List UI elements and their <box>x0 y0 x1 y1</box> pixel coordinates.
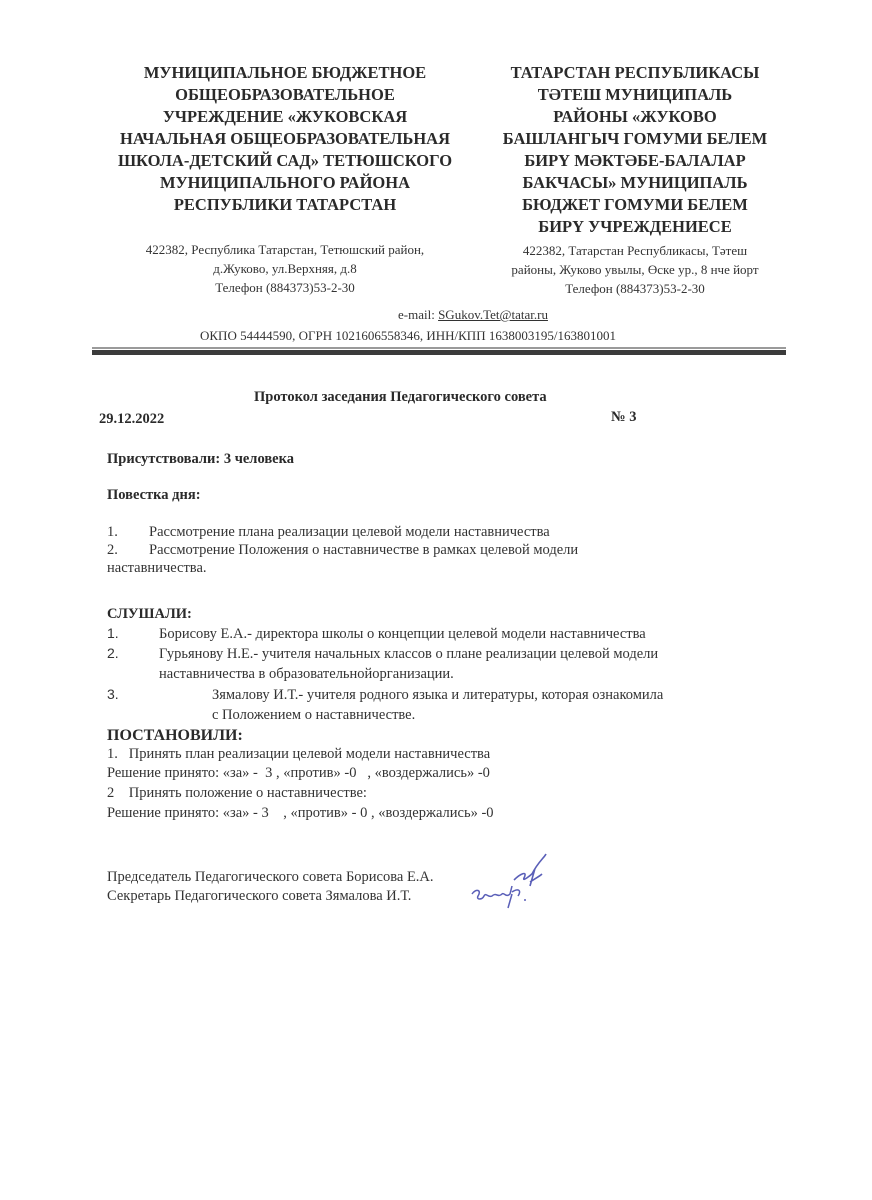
org-line: НАЧАЛЬНАЯ ОБЩЕОБРАЗОВАТЕЛЬНАЯ <box>120 129 450 148</box>
chairman-signature-line: Председатель Педагогического совета Борисова Е.А. <box>107 869 434 885</box>
heard-continuation: наставничества в образовательнойорганизации. <box>159 666 454 682</box>
address-line: Телефон (884373)53-2-30 <box>215 280 355 295</box>
agenda-number: 1. <box>107 524 118 540</box>
address-line: районы, Жуково увылы, Өске ур., 8 нче йорт <box>511 262 759 277</box>
attendance: Присутствовали: 3 человека <box>107 451 294 467</box>
org-line: УЧРЕЖДЕНИЕ «ЖУКОВСКАЯ <box>162 107 408 126</box>
org-line: ОБЩЕОБРАЗОВАТЕЛЬНОЕ <box>175 85 395 104</box>
org-line: БАКЧАСЫ» МУНИЦИПАЛЬ <box>522 173 748 192</box>
resolution-vote: Решение принято: «за» - 3 , «против» - 0 , «воздержались» -0 <box>107 805 494 821</box>
heard-number: 2. <box>107 645 119 661</box>
protocol-title: Протокол заседания Педагогического совета <box>254 389 547 405</box>
resolution-item: 2 Принять положение о наставничестве: <box>107 785 367 801</box>
agenda-number: 2. <box>107 542 118 558</box>
agenda-text: Рассмотрение плана реализации целевой модели наставничества <box>149 524 550 540</box>
resolution-vote: Решение принято: «за» - 3 , «против» -0 , «воздержались» -0 <box>107 765 490 781</box>
protocol-number: № 3 <box>611 409 637 425</box>
heard-continuation: с Положением о наставничестве. <box>212 707 416 723</box>
resolved-heading: ПОСТАНОВИЛИ: <box>107 727 243 744</box>
left-org-name <box>100 62 470 216</box>
heard-text: Борисову Е.А.- директора школы о концепции целевой модели наставничества <box>159 626 646 642</box>
email-link[interactable]: SGukov.Tet@tatar.ru <box>438 307 548 322</box>
right-address <box>470 241 800 298</box>
org-line: ШКОЛА-ДЕТСКИЙ САД» ТЕТЮШСКОГО <box>117 151 453 170</box>
org-line: ТӘТЕШ МУНИЦИПАЛЬ <box>537 85 733 104</box>
address-line: 422382, Татарстан Республикасы, Тәтеш <box>522 243 748 258</box>
org-line: БАШЛАНГЫЧ ГОМУМИ БЕЛЕМ <box>502 129 768 148</box>
agenda-heading: Повестка дня: <box>107 487 201 503</box>
right-org-name <box>470 62 800 238</box>
registry-codes: ОКПО 54444590, ОГРН 1021606558346, ИНН/КПП 1638003195/163801001 <box>200 328 616 343</box>
agenda-item <box>107 523 550 541</box>
header-divider-thick <box>92 350 786 355</box>
protocol-date: 29.12.2022 <box>99 411 165 427</box>
address-line: Телефон (884373)53-2-30 <box>565 281 705 296</box>
org-line: БИРҮ МӘКТӘБЕ-БАЛАЛАР <box>524 151 746 170</box>
email-line <box>398 307 548 323</box>
org-line: БИРҮ УЧРЕЖДЕНИЕСЕ <box>538 217 732 236</box>
heard-number: 3. <box>107 686 119 702</box>
org-line: МУНИЦИПАЛЬНОГО РАЙОНА <box>160 173 410 192</box>
resolution-item: 1. Принять план реализации целевой модели наставничества <box>107 746 491 762</box>
org-line: РАЙОНЫ «ЖУКОВО <box>553 107 717 126</box>
header-divider-thin <box>92 347 786 349</box>
heard-text: Гурьянову Н.Е.- учителя начальных классов о плане реализации целевой модели <box>159 646 659 662</box>
secretary-signature-icon <box>468 880 538 915</box>
address-line: 422382, Республика Татарстан, Тетюшский район, <box>145 242 425 257</box>
agenda-continuation: наставничества. <box>107 560 207 576</box>
heard-text: Зямалову И.Т.- учителя родного языка и литературы, которая ознакомила <box>212 687 664 703</box>
address-line: д.Жуково, ул.Верхняя, д.8 <box>213 261 357 276</box>
org-line: МУНИЦИПАЛЬНОЕ БЮДЖЕТНОЕ <box>143 63 427 82</box>
heard-heading: СЛУШАЛИ: <box>107 606 192 622</box>
agenda-text: Рассмотрение Положения о наставничестве в рамках целевой модели <box>149 542 579 558</box>
heard-item <box>107 686 663 704</box>
org-line: РЕСПУБЛИКИ ТАТАРСТАН <box>173 195 397 214</box>
heard-item <box>107 625 646 643</box>
heard-item <box>107 645 658 663</box>
org-line: БЮДЖЕТ ГОМУМИ БЕЛЕМ <box>522 195 748 214</box>
email-label: e-mail: <box>398 307 439 322</box>
heard-number: 1. <box>107 625 119 641</box>
left-address <box>100 240 470 297</box>
secretary-signature-line: Секретарь Педагогического совета Зямалова И.Т. <box>107 888 412 904</box>
org-line: ТАТАРСТАН РЕСПУБЛИКАСЫ <box>510 63 760 82</box>
agenda-item <box>107 541 578 559</box>
